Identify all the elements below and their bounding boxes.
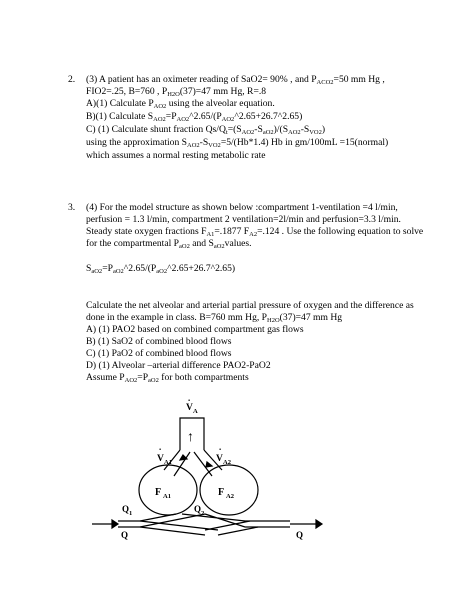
q2-part-b: B)(1) Calculate $S_{AO2}=P_{AO2}\^{}2.65/(P_{AO2}\^{}2.65+26.7\^{}2.65)$: [86, 111, 303, 123]
va1-sub: A1: [164, 459, 172, 466]
fa1-sub: A1: [163, 493, 171, 500]
inflow-arrowhead: [112, 520, 118, 528]
q3-paragraph-1: Calculate the net alveolar and arterial partial pressure of oxygen and the difference as: [86, 300, 414, 311]
q2-approx-line: using the approximation $S_{AO2}-S_{VO2}=5/(Hb*1.4)$ Hb in gm/100mL =15(normal): [86, 137, 389, 149]
fa1-label: F: [155, 487, 162, 498]
q-in-label: Q: [121, 530, 129, 540]
outflow-arrowhead: [316, 520, 322, 528]
va-label: V: [186, 403, 193, 413]
q2-part-a: A)(1) Calculate $P_{AO2}$ using the alveolar equation.: [86, 98, 275, 110]
q3-part-d: D) (1) Alveolar –arterial difference PAO2-PaO2: [86, 360, 271, 371]
q1-label: Q: [122, 504, 130, 514]
q2-line-1: (3) A patient has an oximeter reading of SaO2= 90% , and $P_{ACO2}=50$ mm Hg ,: [86, 74, 385, 86]
compartment-2: [200, 465, 258, 515]
q3-part-a: A) (1) PAO2 based on combined compartment gas flows: [86, 324, 304, 335]
q1-sub: 1: [129, 510, 133, 517]
compartment-1: [139, 465, 197, 515]
q3-paragraph-2: done in the example in class. B=760 mm Hg, $P_{H2O}(37)=47$ mm Hg: [86, 312, 343, 324]
q3-line-4: for the compartmental $P_{aO2}$ and $S_{aO2}values$.: [86, 238, 252, 250]
va2-dot: .: [219, 442, 222, 452]
q3-line-2: perfusion = 1.3 l/min, compartment 2 ventilation=2l/min and perfusion=3.3 l/min.: [86, 214, 401, 225]
fa2-label: F: [218, 487, 225, 498]
va1-label: V: [157, 454, 164, 464]
va2-label: V: [216, 454, 223, 464]
q3-assume-line: Assume $P_{AO2}=P_{aO2}$ for both compartments: [86, 372, 249, 384]
q3-part-b: B) (1) SaO2 of combined blood flows: [86, 336, 232, 347]
va1-dot: .: [159, 442, 162, 452]
q2-metabolic-line: which assumes a normal resting metabolic rate: [86, 150, 266, 161]
q2-line-2: FIO2=.25, B=760 , $P_{H2O}(37)=47$ mm Hg, R=.8: [86, 86, 267, 98]
blood-cross-2: [182, 514, 290, 527]
q3-part-c: C) (1) PaO2 of combined blood flows: [86, 348, 232, 359]
q2-number: 2.: [68, 74, 76, 85]
q-out-label: Q: [296, 530, 304, 540]
q3-equation: $S_{aO2}=P_{aO2}\^{}2.65/(P_{aO2}\^{}2.65+26.7\^{}2.65)$: [86, 263, 236, 275]
q2-sub: 2: [201, 510, 205, 517]
q3-line-1: (4) For the model structure as shown below :compartment 1-ventilation =4 l/min,: [86, 202, 398, 213]
blood-cross-1: [140, 521, 218, 535]
q2-part-c: C) (1) Calculate shunt fraction $Qs/Q_t=(S_{AO2}-S_{aO2})/(S_{AO2}-S_{VO2})$: [86, 124, 326, 136]
left-airflow-arrowhead: [180, 455, 187, 460]
up-arrow-glyph: ↑: [187, 430, 194, 445]
va2-sub: A2: [223, 459, 231, 466]
right-airflow-arrowhead: [206, 462, 212, 467]
va-sub: A: [193, 408, 198, 415]
fa2-sub: A2: [226, 493, 234, 500]
q3-line-3: Steady state oxygen fractions $F_{A1}=.1877$ $F_{A2}=.124$ . Use the following equation to solve: [86, 226, 424, 238]
va-dot: .: [188, 393, 191, 403]
q3-number: 3.: [68, 202, 76, 213]
q2-label: Q: [194, 504, 202, 514]
